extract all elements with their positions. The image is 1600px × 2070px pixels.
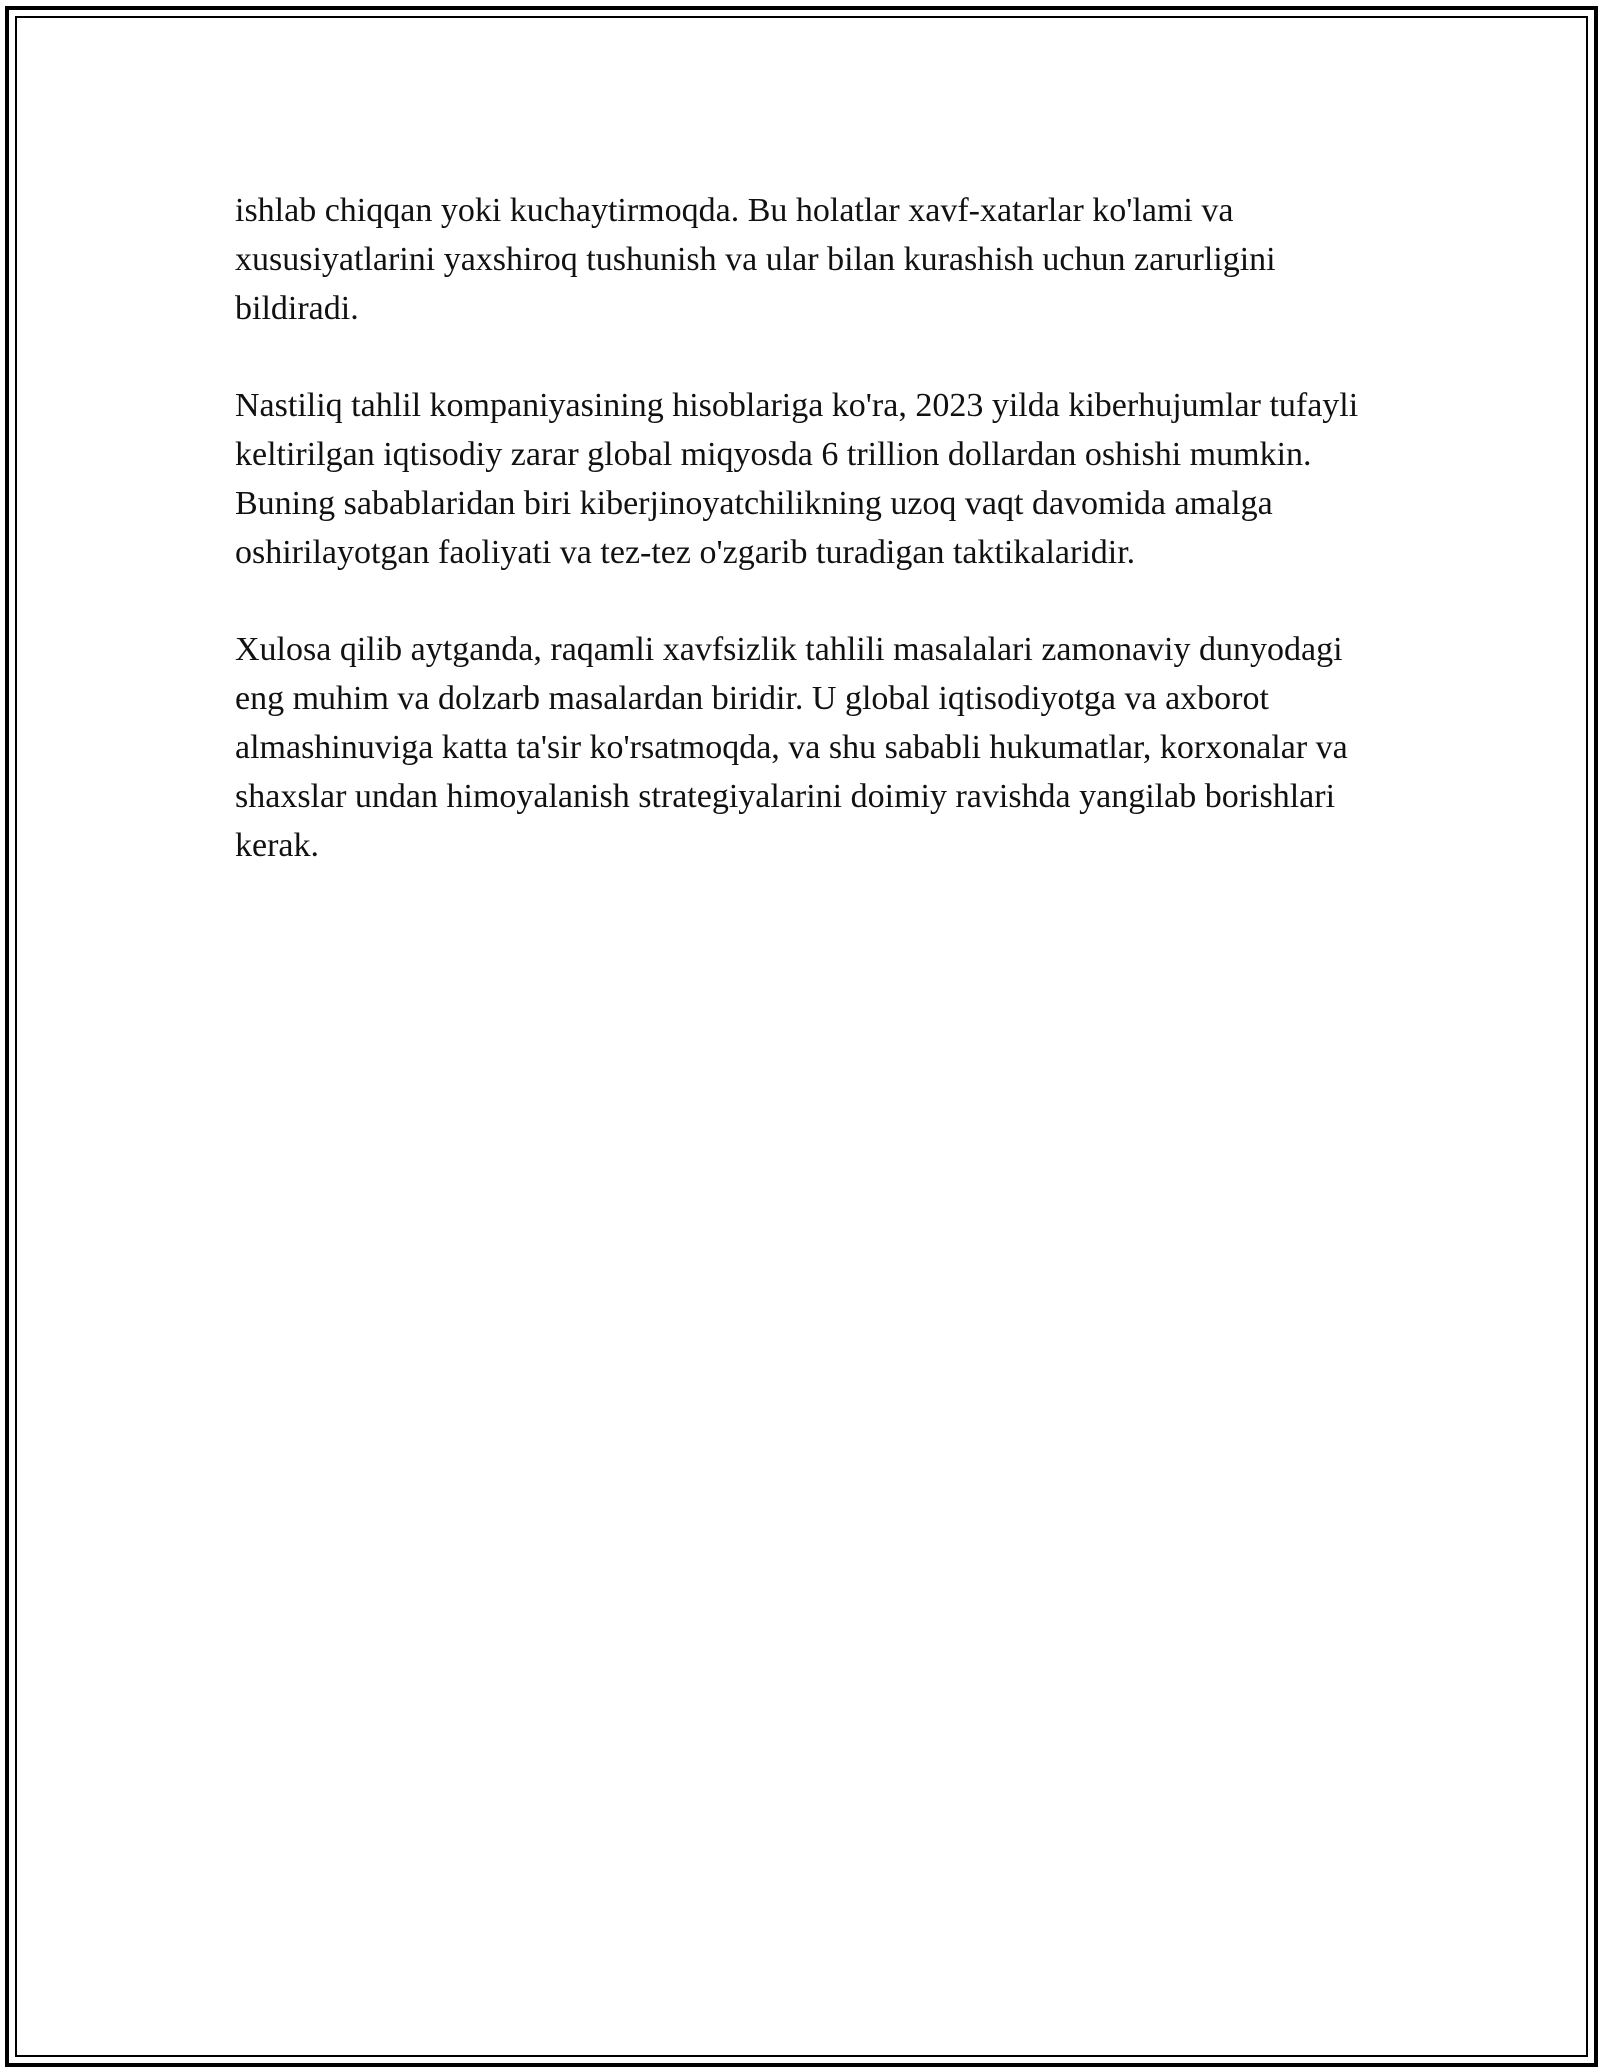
document-body — [235, 186, 1385, 918]
paragraph-3: Xulosa qilib aytganda, raqamli xavfsizlik tahlili masalalari zamonaviy dunyodagi eng muhim va dolzarb masalardan biridir. U global iqtisodiyotga va axborot almashinuviga katta ta'sir ko'rsatmoqda, va shu sababli hukumatlar, korxonalar va shaxslar undan himoyalanish strategiyalarini doimiy ravishda yangilab borishlari kerak. — [235, 631, 1348, 864]
paragraph-1: ishlab chiqqan yoki kuchaytirmoqda. Bu holatlar xavf-xatarlar ko'lami va xususiyatlarini yaxshiroq tushunish va ular bilan kurashish uchun zarurligini bildiradi. — [235, 192, 1276, 327]
paragraph-2: Nastiliq tahlil kompaniyasining hisoblariga ko'ra, 2023 yilda kiberhujumlar tufayli keltirilgan iqtisodiy zarar global miqyosda 6 trillion dollardan oshishi mumkin. Buning sabablaridan biri kiberjinoyatchilikning uzoq vaqt davomida amalga oshirilayotgan faoliyati va tez-tez o'zgarib turadigan taktikalaridir. — [235, 387, 1359, 571]
